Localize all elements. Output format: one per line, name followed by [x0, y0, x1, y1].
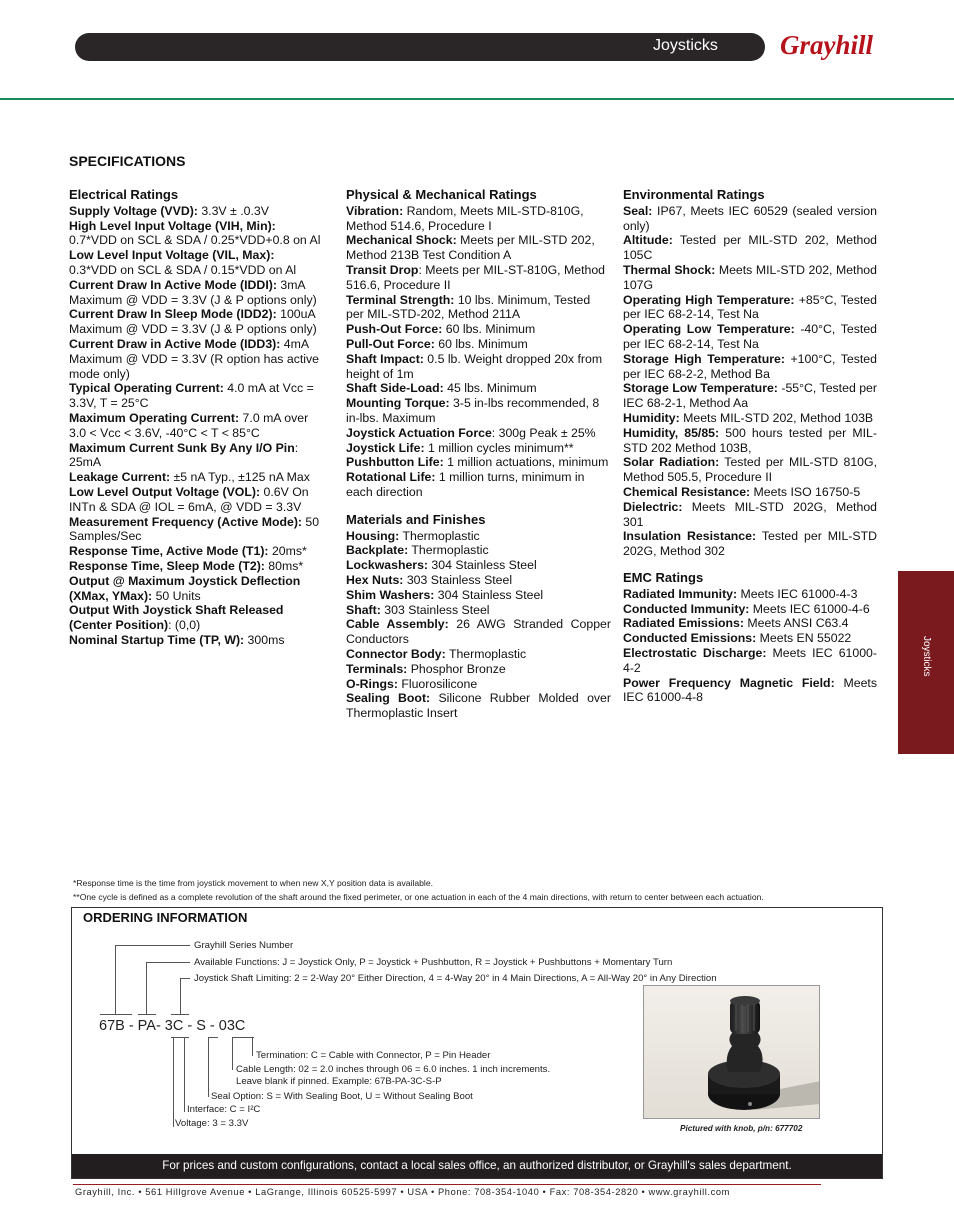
spec-label: Lockwashers:: [346, 558, 429, 573]
spec-item: [623, 352, 877, 382]
spec-item: [69, 278, 325, 308]
spec-label: Maximum Current Sunk By Any I/O Pin: [69, 440, 295, 455]
spec-value: : (0,0): [168, 618, 201, 633]
spec-label: Shaft Impact:: [346, 351, 424, 366]
spec-label: Operating Low Temperature:: [623, 322, 795, 337]
spec-value: 0.3*VDD on SCL & SDA / 0.15*VDD on Al: [69, 262, 297, 277]
divider: [0, 98, 954, 100]
footer-address: Grayhill, Inc. • 561 Hillgrove Avenue • LaGrange, Illinois 60525-5997 • USA • Phone: 708-354-1040 • Fax: 708-354-2820 • www.grayhill.com: [75, 1187, 730, 1197]
spec-label: Rotational Life:: [346, 470, 436, 485]
spec-label: Joystick Actuation Force: [346, 425, 492, 440]
grayhill-logo: [776, 28, 896, 68]
spec-value: 100uA Maximum @ VDD = 3.3V (J & P options only): [69, 307, 317, 337]
spec-label: Response Time, Active Mode (T1):: [69, 544, 269, 559]
spec-item: [69, 515, 325, 545]
spec-value: Meets IEC 61000-4-3: [737, 586, 858, 601]
leader-line: [115, 945, 190, 946]
electrical-list: [69, 204, 325, 648]
spec-label: Typical Operating Current:: [69, 381, 224, 396]
leader-line: [100, 1014, 132, 1015]
spec-item: [623, 455, 877, 485]
environmental-list: [623, 204, 877, 559]
emc-list: [623, 587, 877, 705]
leader-line: [146, 962, 147, 1015]
leader-line: [232, 1037, 233, 1070]
spec-label: High Level Input Voltage (VIH, Min):: [69, 218, 276, 233]
spec-label: Connector Body:: [346, 646, 446, 661]
physical-column: [346, 188, 611, 721]
spec-value: Meets IEC 61000-4-2: [623, 645, 877, 675]
spec-label: Current Draw in Active Mode (IDD3):: [69, 336, 281, 351]
seal-option-label: Seal Option: S = With Sealing Boot, U = Without Sealing Boot: [211, 1091, 473, 1102]
spec-label: Sealing Boot:: [346, 691, 431, 706]
side-tab-label: Joysticks: [921, 636, 932, 677]
spec-item: [346, 677, 611, 692]
spec-label: Current Draw In Active Mode (IDDI):: [69, 277, 277, 292]
leader-line: [146, 962, 190, 963]
materials-list: [346, 529, 611, 721]
spec-value: Tested per MIL-STD 810G, Method 505.5, Procedure II: [623, 455, 877, 485]
spec-label: Radiated Emissions:: [623, 616, 744, 631]
spec-value: Meets MIL-STD 202, Method 103B: [679, 410, 874, 425]
spec-item: [623, 529, 877, 559]
spec-label: Measurement Frequency (Active Mode):: [69, 514, 303, 529]
spec-value: 300ms: [244, 632, 285, 647]
leader-line: [208, 1037, 218, 1038]
spec-label: Transit Drop: [346, 262, 419, 277]
leader-line: [171, 1014, 189, 1015]
spec-label: Seal:: [623, 203, 653, 218]
spec-item: [623, 381, 877, 411]
functions-label: Available Functions: J = Joystick Only, P = Joystick + Pushbutton, R = Joystick + Pushbuttons + Momentary Turn: [194, 957, 673, 968]
spec-item: [346, 441, 611, 456]
spec-value: : Meets per MIL-ST-810G, Method 516.6, Procedure II: [346, 262, 606, 292]
logo-text: Grayhill: [780, 30, 874, 60]
spec-item: [69, 307, 325, 337]
spec-label: Insulation Resistance:: [623, 529, 757, 544]
spec-label: Storage Low Temperature:: [623, 381, 778, 396]
spec-value: 3mA Maximum @ VDD = 3.3V (J & P options only): [69, 277, 317, 307]
spec-label: Electrostatic Discharge:: [623, 645, 767, 660]
spec-label: Pushbutton Life:: [346, 455, 444, 470]
spec-item: [346, 204, 611, 234]
cable-length-label: Cable Length: 02 = 2.0 inches through 06 = 6.0 inches. 1 inch increments.: [236, 1064, 551, 1075]
spec-item: [623, 485, 877, 500]
spec-label: Radiated Immunity:: [623, 586, 738, 601]
leader-line: [252, 1037, 253, 1056]
spec-value: Silicone Rubber Molded over Thermoplastic Insert: [346, 691, 611, 721]
spec-label: Backplate:: [346, 543, 409, 558]
spec-value: 1 million turns, minimum in each direction: [346, 470, 585, 499]
leader-line: [180, 978, 190, 979]
spec-item: [69, 485, 325, 515]
spec-value: 45 lbs. Minimum: [443, 381, 537, 396]
spec-value: Meets EN 55022: [756, 631, 852, 646]
spec-value: Phosphor Bronze: [407, 661, 506, 676]
spec-value: 303 Stainless Steel: [380, 602, 490, 617]
spec-item: [69, 574, 325, 604]
spec-item: [69, 559, 325, 574]
spec-value: Fluorosilicone: [397, 676, 478, 691]
spec-value: 304 Stainless Steel: [434, 587, 544, 602]
spec-label: Low Level Input Voltage (VIL, Max):: [69, 248, 275, 263]
spec-item: [623, 411, 877, 426]
spec-value: Meets ISO 16750-5: [750, 484, 861, 499]
spec-label: Nominal Startup Time (TP, W):: [69, 632, 245, 647]
spec-value: +100°C, Tested per IEC 68-2-2, Method Ba: [623, 351, 877, 381]
spec-label: O-Rings:: [346, 676, 398, 691]
spec-value: 1 million actuations, minimum: [443, 455, 609, 470]
electrical-column: [69, 188, 325, 648]
spec-value: 60 lbs. Minimum: [434, 336, 528, 351]
interface-label: Interface: C = I²C: [187, 1104, 261, 1115]
spec-item: [346, 337, 611, 352]
physical-list: [346, 204, 611, 500]
spec-value: 0.5 lb. Weight dropped 20x from height of 1m: [346, 351, 603, 381]
spec-label: Low Level Output Voltage (VOL):: [69, 484, 261, 499]
spec-value: : 25mA: [69, 440, 299, 470]
spec-value: IP67, Meets IEC 60529 (sealed version only): [623, 203, 877, 233]
spec-label: Conducted Emissions:: [623, 631, 757, 646]
spec-label: Response Time, Sleep Mode (T2):: [69, 558, 265, 573]
spec-item: [623, 587, 877, 602]
spec-value: 304 Stainless Steel: [428, 558, 537, 573]
spec-item: [346, 381, 611, 396]
spec-item: [346, 543, 611, 558]
spec-label: Thermal Shock:: [623, 262, 716, 277]
spec-item: [69, 470, 325, 485]
spec-value: 500 hours tested per MIL-STD 202 Method 103B,: [623, 425, 877, 455]
spec-value: Thermoplastic: [445, 646, 527, 661]
spec-item: [623, 263, 877, 293]
spec-item: [346, 603, 611, 618]
photo-caption: Pictured with knob, p/n: 677702: [680, 1124, 803, 1133]
ordering-heading: ORDERING INFORMATION: [83, 910, 248, 925]
spec-value: 3-5 in-lbs recommended, 8 in-lbs. Maximum: [346, 396, 600, 425]
spec-value: 0.6V On INTn & SDA @ IOL = 6mA, @ VDD = 3.3V: [69, 484, 309, 514]
spec-label: Conducted Immunity:: [623, 601, 750, 616]
spec-value: 20ms*: [268, 544, 307, 559]
specifications-heading: SPECIFICATIONS: [69, 153, 186, 169]
spec-value: 0.7*VDD on SCL & SDA / 0.25*VDD+0.8 on Al: [69, 233, 321, 248]
spec-label: Storage High Temperature:: [623, 351, 785, 366]
spec-label: Power Frequency Magnetic Field:: [623, 675, 835, 690]
environmental-column: [623, 188, 877, 705]
spec-label: Output @ Maximum Joystick Deflection (XMax, YMax):: [69, 573, 301, 603]
spec-label: Humidity:: [623, 410, 680, 425]
spec-label: Chemical Resistance:: [623, 484, 751, 499]
spec-value: Meets IEC 61000-4-8: [623, 675, 877, 705]
cable-blank-label: Leave blank if pinned. Example: 67B-PA-3C-S-P: [236, 1076, 442, 1087]
spec-item: [346, 529, 611, 544]
spec-label: Terminals:: [346, 661, 408, 676]
leader-line: [173, 1037, 174, 1127]
spec-label: Cable Assembly:: [346, 617, 449, 632]
spec-item: [69, 204, 325, 219]
spec-label: Hex Nuts:: [346, 572, 404, 587]
spec-item: [346, 396, 611, 426]
spec-item: [346, 662, 611, 677]
spec-value: 50 Samples/Sec: [69, 514, 320, 544]
spec-value: Tested per MIL-STD 202, Method 105C: [623, 233, 877, 263]
environmental-heading: Environmental Ratings: [623, 187, 765, 202]
spec-value: ±5 nA Typ., ±125 nA Max: [170, 470, 310, 485]
spec-label: Operating High Temperature:: [623, 292, 795, 307]
spec-item: [346, 588, 611, 603]
spec-value: 80ms*: [264, 558, 304, 573]
spec-item: [346, 263, 611, 293]
spec-item: [623, 631, 877, 646]
spec-label: Shaft Side-Load:: [346, 381, 444, 396]
footnote-2: **One cycle is defined as a complete revolution of the shaft around the fixed perimeter, or one actuation in each of the 4 main directions, with return to center between each actuation.: [73, 892, 764, 902]
spec-item: [623, 500, 877, 530]
spec-value: Meets MIL-STD 202G, Method 301: [623, 499, 877, 529]
leader-line: [115, 945, 116, 1015]
contact-text: For prices and custom configurations, contact a local sales office, an authorized distributor, or Grayhill's sales department.: [162, 1159, 792, 1172]
spec-item: [623, 204, 877, 234]
spec-item: [346, 455, 611, 470]
spec-item: [69, 381, 325, 411]
spec-label: Supply Voltage (VVD):: [69, 203, 198, 218]
spec-label: Mounting Torque:: [346, 396, 450, 411]
spec-value: 50 Units: [152, 588, 201, 603]
physical-heading: Physical & Mechanical Ratings: [346, 187, 537, 202]
spec-value: Tested per MIL-STD 202G, Method 302: [623, 529, 877, 559]
spec-value: 60 lbs. Minimum: [442, 322, 536, 337]
spec-item: [69, 411, 325, 441]
leader-line: [180, 978, 181, 1015]
spec-value: 3.3V ± .0.3V: [197, 203, 269, 218]
spec-item: [623, 646, 877, 676]
spec-item: [346, 322, 611, 337]
spec-item: [623, 602, 877, 617]
termination-label: Termination: C = Cable with Connector, P = Pin Header: [256, 1050, 491, 1061]
spec-item: [623, 293, 877, 323]
spec-value: Thermoplastic: [399, 528, 480, 543]
product-photo: [643, 985, 820, 1119]
spec-value: 1 million cycles minimum**: [424, 440, 574, 455]
spec-item: [346, 233, 611, 263]
spec-label: Dielectric:: [623, 499, 683, 514]
spec-item: [346, 691, 611, 721]
spec-label: Pull-Out Force:: [346, 336, 435, 351]
spec-item: [623, 426, 877, 456]
spec-item: [69, 441, 325, 471]
spec-value: 7.0 mA over 3.0 < Vcc < 3.6V, -40°C < T < 85°C: [69, 410, 309, 440]
spec-value: 4mA Maximum @ VDD = 3.3V (R option has active mode only): [69, 336, 319, 381]
spec-item: [69, 337, 325, 381]
spec-value: Thermoplastic: [408, 543, 489, 558]
voltage-label: Voltage: 3 = 3.3V: [175, 1118, 249, 1129]
spec-item: [623, 322, 877, 352]
spec-value: Meets per MIL-STD 202, Method 213B Test Condition A: [346, 233, 595, 263]
spec-label: Output With Joystick Shaft Released (Center Position): [69, 603, 284, 633]
spec-value: 303 Stainless Steel: [403, 572, 513, 587]
spec-label: Housing:: [346, 528, 400, 543]
joystick-image: [644, 986, 820, 1119]
spec-value: Meets MIL-STD 202, Method 107G: [623, 262, 877, 292]
spec-value: 4.0 mA at Vcc = 3.3V, T = 25°C: [69, 381, 314, 411]
spec-label: Maximum Operating Current:: [69, 410, 240, 425]
spec-value: Random, Meets MIL-STD-810G, Method 514.6, Procedure I: [346, 203, 584, 233]
spec-item: [623, 616, 877, 631]
spec-item: [69, 248, 325, 278]
spec-label: Shim Washers:: [346, 587, 435, 602]
spec-label: Mechanical Shock:: [346, 233, 457, 248]
spec-label: Push-Out Force:: [346, 322, 443, 337]
spec-value: 26 AWG Stranded Copper Conductors: [346, 617, 611, 647]
spec-item: [69, 544, 325, 559]
spec-label: Leakage Current:: [69, 470, 171, 485]
spec-item: [346, 573, 611, 588]
series-label: Grayhill Series Number: [194, 940, 294, 951]
electrical-heading: Electrical Ratings: [69, 187, 179, 202]
spec-value: Meets IEC 61000-4-6: [749, 601, 870, 616]
spec-item: [346, 647, 611, 662]
emc-heading: EMC Ratings: [623, 569, 704, 585]
spec-item: [623, 676, 877, 706]
spec-item: [69, 219, 325, 249]
shaft-limiting-label: Joystick Shaft Limiting: 2 = 2-Way 20° Either Direction, 4 = 4-Way 20° in 4 Main Directions, A = All-Way 20° in Any Direction: [194, 973, 717, 984]
part-number: 67B - PA- 3C - S - 03C: [99, 1018, 246, 1034]
spec-label: Altitude:: [623, 233, 673, 248]
footnote-1: *Response time is the time from joystick movement to when new X,Y position data is available.: [73, 878, 433, 888]
spec-value: 10 lbs. Minimum, Tested per MIL-STD-202, Method 211A: [346, 292, 591, 322]
spec-value: -40°C, Tested per IEC 68-2-14, Test Na: [623, 322, 877, 351]
spec-label: Shaft:: [346, 602, 381, 617]
leader-line: [208, 1037, 209, 1097]
spec-label: Vibration:: [346, 203, 404, 218]
spec-value: -55°C, Tested per IEC 68-2-1, Method Aa: [623, 381, 877, 411]
spec-label: Current Draw In Sleep Mode (IDD2):: [69, 307, 277, 322]
spec-item: [623, 233, 877, 263]
spec-item: [346, 426, 611, 441]
spec-item: [69, 633, 325, 648]
leader-line: [184, 1037, 185, 1112]
materials-heading: Materials and Finishes: [346, 511, 486, 527]
spec-label: Terminal Strength:: [346, 292, 455, 307]
spec-label: Humidity, 85/85:: [623, 425, 720, 440]
spec-value: Meets ANSI C63.4: [743, 616, 849, 631]
spec-item: [346, 617, 611, 647]
spec-item: [346, 293, 611, 323]
spec-value: +85°C, Tested per IEC 68-2-14, Test Na: [623, 292, 878, 322]
spec-label: Solar Radiation:: [623, 455, 720, 470]
spec-label: Joystick Life:: [346, 440, 425, 455]
spec-item: [69, 603, 325, 633]
leader-line: [138, 1014, 156, 1015]
spec-item: [346, 558, 611, 573]
spec-item: [346, 352, 611, 382]
leader-line: [232, 1037, 254, 1038]
page-title: Joysticks: [653, 37, 718, 54]
spec-value: : 300g Peak ± 25%: [491, 425, 596, 440]
footer-divider: [73, 1184, 821, 1185]
spec-item: [346, 470, 611, 500]
